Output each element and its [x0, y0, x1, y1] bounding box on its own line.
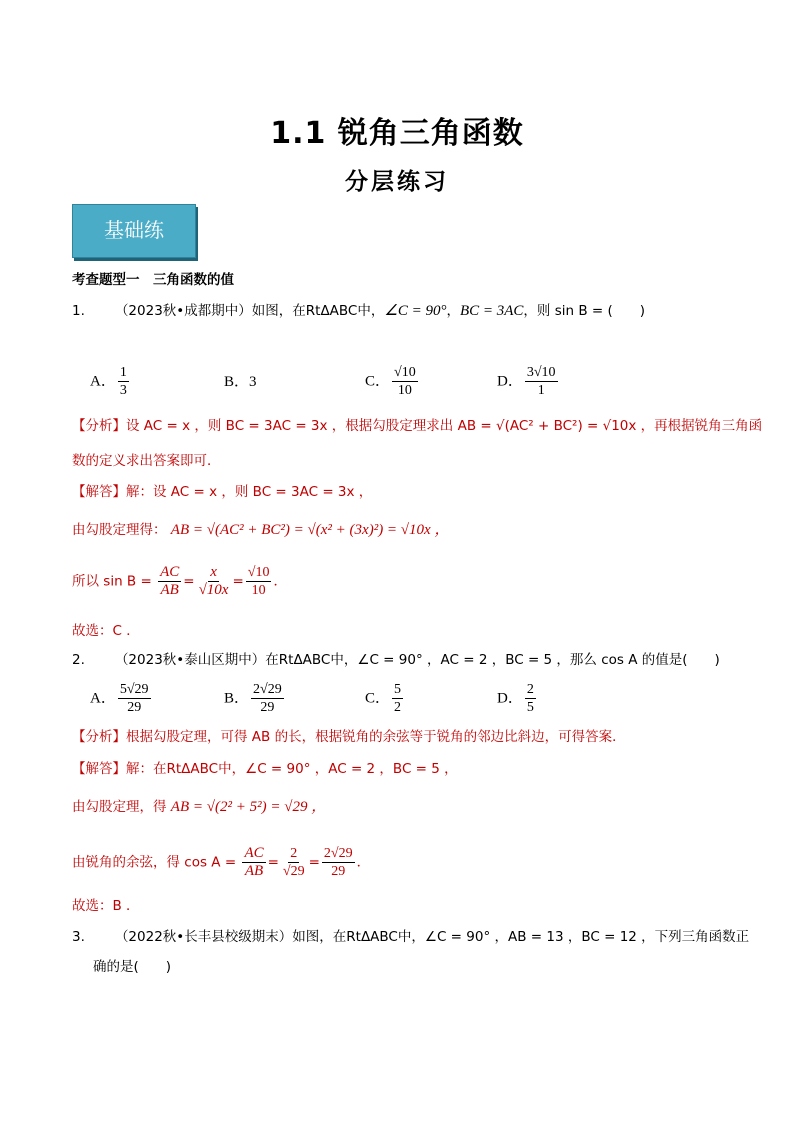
analysis-tag: 【分析】 [72, 418, 126, 434]
step-prefix: 由勾股定理，得 [72, 799, 167, 815]
q2-answer-step3: 由锐角的余弦，得 cos A = $\frac{AC}{AB}$ = $\frac{2}{√29}$ = $\frac{2√29}{29}$ ． [72, 845, 371, 879]
fraction [242, 845, 265, 880]
step-prefix: 由勾股定理得： [72, 522, 167, 538]
fraction [392, 364, 418, 399]
step-formula: AB = √(2² + 5²) = √29 ， [170, 799, 327, 815]
option-label: A． [90, 373, 116, 390]
q1-cond2: BC = 3AC [459, 303, 524, 319]
denominator: √10x [198, 582, 229, 598]
q1-option-a [90, 364, 131, 399]
q3-number: 3. [72, 929, 85, 945]
fraction [251, 681, 284, 716]
denominator: 29 [331, 864, 346, 879]
fraction [118, 681, 151, 716]
numerator: x [210, 564, 217, 580]
denominator: 1 [537, 383, 545, 398]
numerator: 5√29 [119, 682, 149, 697]
q1-answer-step3: 所以 sin B = $\frac{AC}{AB}$ = $\frac{x}{√10x}$ = $\frac{√10}{10}$ ． [72, 564, 287, 598]
q1-ask: 则 sin B = ( ) [536, 303, 646, 319]
numerator: 2√29 [323, 846, 353, 861]
q1-analysis [72, 416, 762, 436]
denominator: 10 [251, 583, 266, 598]
q1-option-b [224, 372, 257, 392]
analysis-text: 设 AC = x ，则 BC = 3AC = 3x ，根据勾股定理求出 AB = √(AC² + BC²) = √10x ，再根据锐角三角函 [126, 418, 763, 434]
numerator: 2 [526, 682, 534, 697]
q3-stem [72, 927, 749, 947]
denominator: 5 [526, 700, 534, 715]
numerator: 2 [290, 846, 298, 861]
q1-stem: 1. （2023秋•成都期中）如图，在RtΔABC中，∠C = 90°，BC = 3AC，则 sin B = ( ) [72, 303, 646, 319]
fraction [118, 364, 129, 399]
q2-text: 在RtΔABC中，∠C = 90° ，AC = 2 ，BC = 5 ，那么 cos A 的值是( ) [265, 652, 720, 668]
answer-text: 解：在RtΔABC中，∠C = 90° ，AC = 2 ，BC = 5 ， [126, 761, 458, 777]
fraction [322, 845, 355, 880]
q1-cond1: ∠C = 90° [384, 303, 447, 319]
q2-option-b [224, 681, 286, 716]
q1-text: 如图，在RtΔABC中， [251, 303, 385, 319]
q1-option-c [365, 364, 420, 399]
q2-choose: 故选：B ． [72, 898, 140, 914]
denominator: √29 [282, 864, 305, 879]
q2-number: 2. [72, 652, 85, 668]
q1-answer-step2 [72, 520, 449, 540]
q1-source: （2023秋•成都期中） [114, 303, 252, 319]
analysis-tag: 【分析】 [72, 729, 126, 745]
q2-answer-step2 [72, 797, 326, 817]
q2-option-c [365, 681, 405, 716]
fraction [246, 564, 272, 599]
denominator: 3 [119, 383, 127, 398]
q2-option-d [497, 681, 538, 716]
q1-analysis-cont: 数的定义求出答案即可． [72, 453, 221, 469]
numerator: 1 [119, 365, 127, 380]
section-label: 基础练 [104, 218, 164, 242]
fraction [281, 845, 307, 880]
numerator: 3√10 [526, 365, 556, 380]
option-label: B． [224, 690, 250, 707]
option-label: B． [224, 374, 250, 390]
numerator: √10 [247, 565, 270, 580]
q3-source: （2022秋•长丰县校级期末） [114, 929, 293, 945]
denominator: 29 [127, 700, 142, 715]
q2-answer [72, 759, 458, 779]
option-label: D． [497, 373, 523, 390]
section-badge [72, 204, 196, 258]
option-label: A． [90, 690, 116, 707]
topic-heading: 考查题型一 三角函数的值 [72, 272, 234, 288]
fraction [525, 364, 558, 399]
denominator: 10 [397, 383, 412, 398]
answer-tag: 【解答】 [72, 484, 126, 500]
q3-stem-cont: 确的是( ) [93, 959, 172, 975]
page-title: 1.1 锐角三角函数 [270, 116, 524, 151]
step-prefix: 由锐角的余弦，得 cos A = [72, 854, 237, 871]
q1-number: 1. [72, 303, 85, 319]
option-value: 3 [249, 374, 257, 390]
numerator: AC [160, 564, 180, 580]
q1-answer [72, 482, 372, 502]
option-label: C． [365, 373, 391, 390]
analysis-text: 根据勾股定理，可得 AB 的长，根据锐角的余弦等于锐角的邻边比斜边，可得答案． [126, 729, 626, 745]
numerator: √10 [394, 365, 416, 380]
option-label: D． [497, 690, 523, 707]
answer-text: 解：设 AC = x ，则 BC = 3AC = 3x ， [126, 484, 373, 500]
fraction [392, 681, 403, 716]
denominator: 29 [260, 700, 275, 715]
step-formula: AB = √(AC² + BC²) = √(x² + (3x)²) = √10x ， [170, 522, 450, 538]
fraction [197, 564, 231, 599]
option-label: C． [365, 690, 391, 707]
q1-choose: 故选：C ． [72, 623, 140, 639]
denominator: AB [160, 582, 179, 598]
step-prefix: 所以 sin B = [72, 573, 152, 590]
q2-source: （2023秋•泰山区期中） [114, 652, 266, 668]
q2-option-a [90, 681, 153, 716]
denominator: 2 [394, 700, 402, 715]
q3-text: 如图，在RtΔABC中，∠C = 90° ，AB = 13 ，BC = 12 ，下列三角函数正 [292, 929, 750, 945]
numerator: 5 [394, 682, 402, 697]
q1-option-d [497, 364, 560, 399]
q2-analysis [72, 727, 626, 747]
numerator: 2√29 [253, 682, 282, 697]
page-subtitle: 分层练习 [345, 169, 449, 195]
answer-tag: 【解答】 [72, 761, 126, 777]
fraction [525, 681, 536, 716]
numerator: AC [244, 845, 264, 861]
denominator: AB [244, 863, 264, 879]
fraction [158, 564, 181, 599]
q2-stem [72, 650, 720, 670]
